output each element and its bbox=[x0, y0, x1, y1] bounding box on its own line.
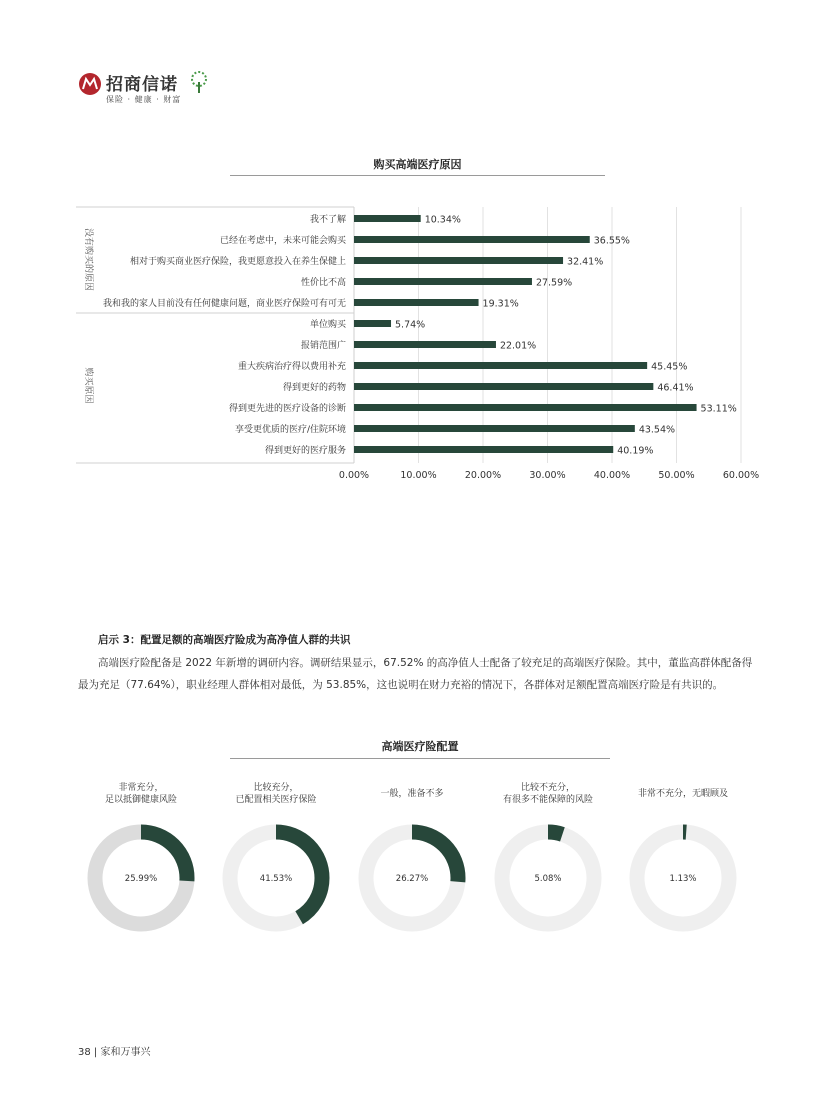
donut-value-label: 41.53% bbox=[259, 874, 293, 884]
category-label: 我不了解 bbox=[309, 215, 346, 225]
donut-chart-title-rule bbox=[230, 758, 610, 759]
footer-separator: | bbox=[93, 1047, 98, 1058]
category-label: 重大疾病治疗得以费用补充 bbox=[237, 362, 346, 372]
donut-value-label: 25.99% bbox=[124, 874, 158, 884]
bar-value-label: 40.19% bbox=[617, 445, 654, 457]
bar-chart-title-rule bbox=[230, 175, 605, 176]
bar bbox=[354, 215, 421, 222]
donut-category-label: 比较充分， 已配置相关医疗保险 bbox=[235, 783, 317, 805]
section-paragraph: 高端医疗险配备是 2022 年新增的调研内容。调研结果显示，67.52% 的高净值人士配备了较充足的高端医疗保险。其中，董监高群体配备得最为充足（77.64%），职业经理人群体相对最低，为 53.85%，这也说明在财力充裕的情况下，各群体对足额配置高端医疗险是有共识的。 bbox=[78, 657, 753, 691]
x-tick-label: 30.00% bbox=[529, 470, 566, 481]
bar-chart bbox=[0, 190, 835, 490]
bar-value-label: 22.01% bbox=[499, 340, 537, 352]
page-number: 38 bbox=[78, 1047, 91, 1058]
x-tick-label: 10.00% bbox=[400, 470, 437, 481]
logo-mark-icon bbox=[78, 72, 102, 96]
bar-chart-title: 购买高端医疗原因 bbox=[373, 158, 462, 171]
tree-icon bbox=[188, 70, 210, 96]
section-heading: 启示 3：配置足额的高端医疗险成为高净值人群的共识 bbox=[98, 634, 351, 646]
donut-category-label: 非常充分， 足以抵御健康风险 bbox=[104, 783, 177, 805]
x-tick-label: 60.00% bbox=[722, 470, 760, 481]
donut-charts bbox=[0, 815, 835, 945]
bar-value-label: 45.45% bbox=[651, 361, 688, 373]
bar-value-label: 46.41% bbox=[657, 382, 694, 394]
category-label: 我和我的家人目前没有任何健康问题，商业医疗保险可有可无 bbox=[102, 299, 346, 309]
bar bbox=[354, 446, 613, 453]
donut-chart-title: 高端医疗险配置 bbox=[381, 740, 459, 753]
donut-value-label: 26.27% bbox=[395, 874, 429, 884]
brand-tagline: 保险 · 健康 · 财富 bbox=[106, 95, 182, 104]
category-label: 已经在考虑中，未来可能会购买 bbox=[219, 236, 346, 246]
group-label: 没有购买的原因 bbox=[83, 227, 93, 292]
bar bbox=[354, 320, 391, 327]
bar bbox=[354, 383, 653, 390]
bar bbox=[354, 341, 496, 348]
donut-value-label: 5.08% bbox=[534, 874, 562, 884]
category-label: 单位购买 bbox=[309, 320, 346, 330]
bar bbox=[354, 404, 697, 411]
bar bbox=[354, 299, 479, 306]
brand-name: 招商信诺 bbox=[106, 75, 178, 95]
x-tick-label: 0.00% bbox=[338, 470, 370, 481]
bar bbox=[354, 236, 590, 243]
category-label: 得到更先进的医疗设备的诊断 bbox=[228, 404, 346, 414]
x-tick-label: 40.00% bbox=[593, 470, 631, 481]
bar-value-label: 10.34% bbox=[424, 214, 461, 226]
bar-value-label: 32.41% bbox=[567, 256, 604, 268]
bar-value-label: 53.11% bbox=[700, 403, 737, 415]
donut-category-label: 非常不充分，无暇顾及 bbox=[637, 789, 728, 799]
bar-value-label: 5.74% bbox=[395, 319, 426, 331]
category-label: 享受更优质的医疗/住院环境 bbox=[234, 425, 346, 435]
x-tick-label: 20.00% bbox=[464, 470, 502, 481]
donut-value-label: 1.13% bbox=[669, 874, 697, 884]
bar-value-label: 27.59% bbox=[535, 277, 573, 289]
page-footer bbox=[78, 1043, 150, 1058]
bar bbox=[354, 257, 563, 264]
donut-category-label: 比较不充分， 有很多不能保障的风险 bbox=[502, 783, 593, 805]
group-label: 购买原因 bbox=[83, 367, 93, 404]
brand-logo bbox=[78, 68, 218, 108]
category-label: 相对于购买商业医疗保险，我更愿意投入在养生保健上 bbox=[129, 257, 346, 267]
donut-category-label: 一般，准备不多 bbox=[380, 789, 444, 799]
bar-value-label: 19.31% bbox=[482, 298, 519, 310]
bar bbox=[354, 362, 647, 369]
category-label: 报销范围广 bbox=[300, 341, 346, 351]
category-label: 得到更好的药物 bbox=[282, 383, 346, 393]
category-label: 性价比不高 bbox=[300, 278, 346, 288]
bar bbox=[354, 278, 532, 285]
category-label: 得到更好的医疗服务 bbox=[264, 446, 346, 456]
bar bbox=[354, 425, 635, 432]
footer-text: 家和万事兴 bbox=[100, 1047, 151, 1058]
bar-value-label: 43.54% bbox=[638, 424, 676, 436]
x-tick-label: 50.00% bbox=[658, 470, 695, 481]
bar-value-label: 36.55% bbox=[593, 235, 630, 247]
